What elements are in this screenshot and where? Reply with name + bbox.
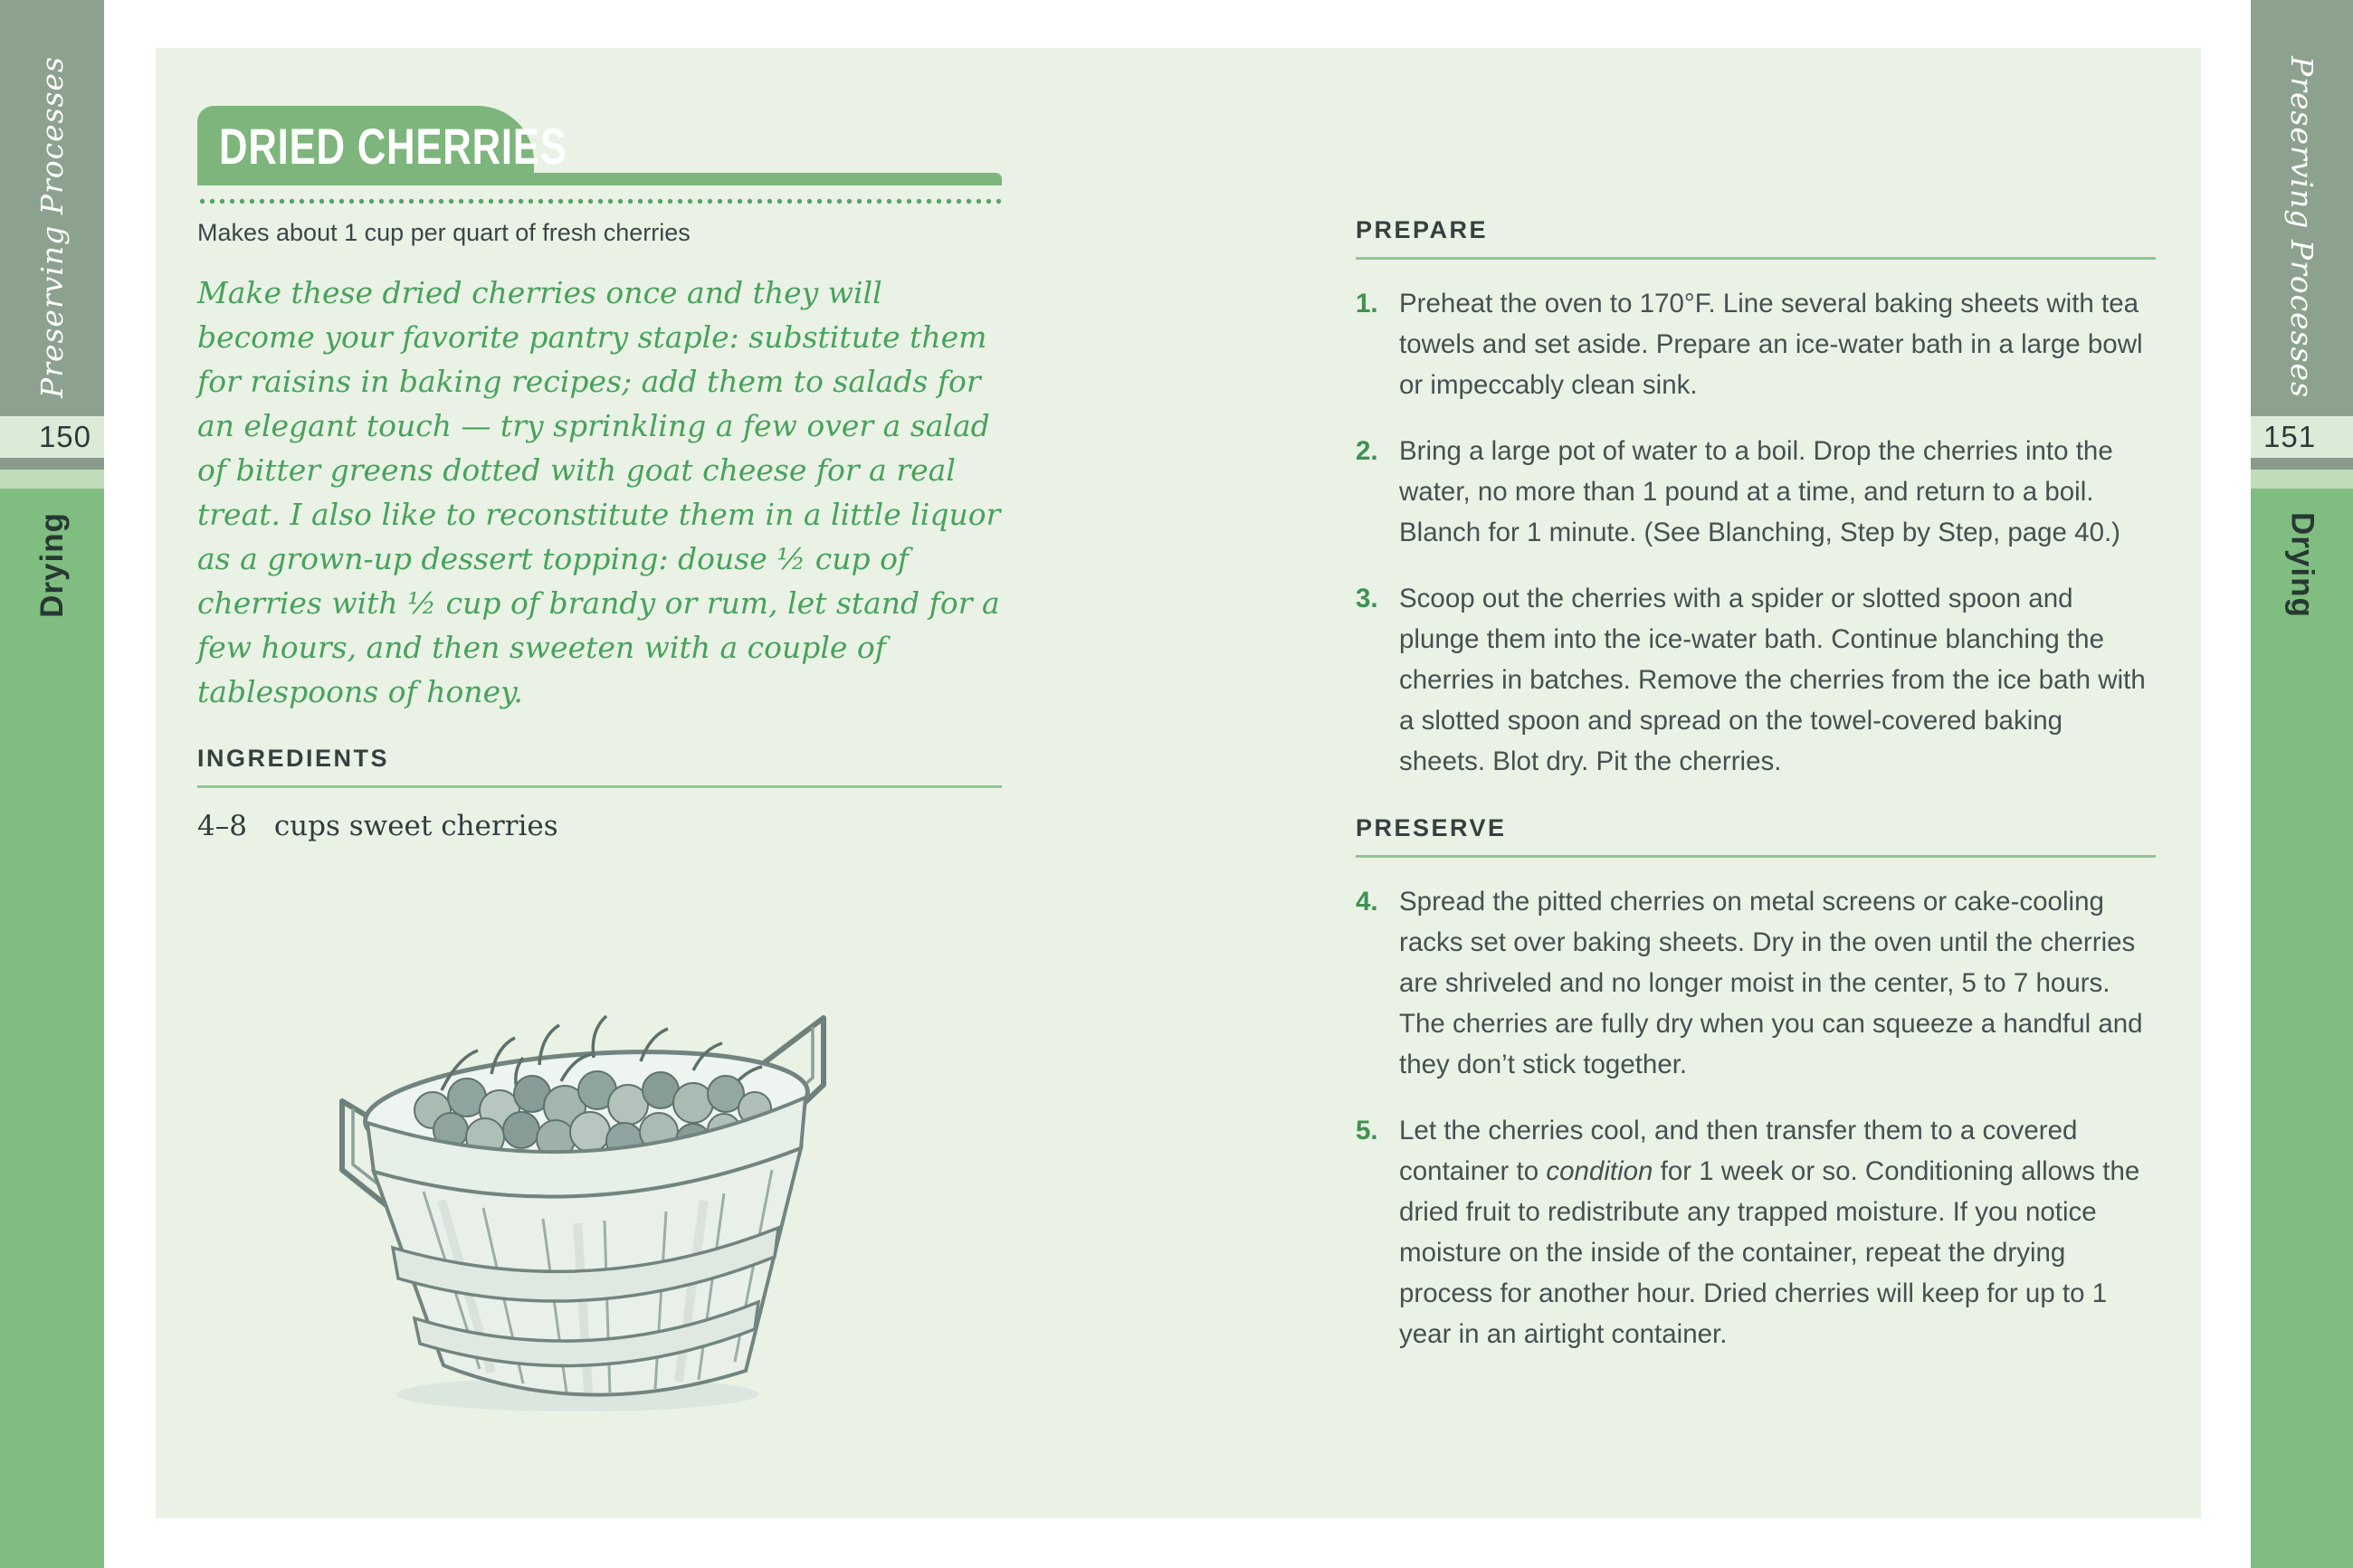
ingredient-amount: 4–8	[197, 810, 247, 842]
step-number: 4.	[1356, 887, 1378, 917]
step-number: 3.	[1356, 584, 1378, 613]
preserve-steps	[1356, 881, 2156, 1354]
prepare-heading: PREPARE	[1356, 216, 2156, 260]
left-tab-accent-band	[0, 470, 104, 489]
prepare-steps	[1356, 283, 2156, 782]
step-text: Scoop out the cherries with a spider or slotted spoon and plunge them into the ice-water bath. Continue blanching the cherries in batches. Remove the cherries from the ice bath with a slotted spoon and spread on the towel-covered baking sheets. Blot dry. Pit the cherries.	[1399, 584, 2146, 776]
recipe-title: DRIED CHERRIES	[219, 117, 567, 175]
right-chapter-label: Preserving Processes	[2284, 55, 2320, 398]
recipe-step	[1356, 283, 2156, 405]
ingredient-item	[197, 810, 1002, 842]
left-page-column	[197, 48, 1002, 1431]
left-chapter-tab	[0, 0, 104, 416]
recipe-title-banner	[197, 106, 1002, 185]
right-section-label: Drying	[2284, 512, 2320, 618]
left-section-tab	[0, 489, 104, 1568]
page-spread	[156, 48, 2201, 1518]
left-chapter-label: Preserving Processes	[34, 55, 70, 398]
left-tab-divider	[0, 458, 104, 470]
banner-title-block	[197, 106, 567, 185]
recipe-step	[1356, 1110, 2156, 1354]
left-page-number-strip	[0, 416, 104, 458]
ingredient-name: cups sweet cherries	[273, 810, 558, 842]
right-page-number: 151	[2263, 420, 2317, 453]
ingredients-heading: INGREDIENTS	[197, 745, 1002, 788]
recipe-step	[1356, 881, 2156, 1085]
right-chapter-tab	[2251, 0, 2353, 416]
step-text: Preheat the oven to 170°F. Line several baking sheets with tea towels and set aside. Prepare an ice-water bath in a large bowl or impeccably clean sink.	[1399, 289, 2143, 400]
step-number: 2.	[1356, 436, 1378, 466]
right-tab-accent-band	[2251, 470, 2353, 489]
dotted-divider	[197, 198, 1002, 204]
left-page-number: 150	[38, 420, 91, 453]
right-section-tab	[2251, 489, 2353, 1568]
left-sidebar	[0, 0, 104, 1568]
right-page-column	[1356, 48, 2156, 1380]
cherry-basket-illustration	[306, 929, 867, 1427]
step-text: Bring a large pot of water to a boil. Drop the cherries into the water, no more than 1 pound at a time, and return to a boil. Blanch for 1 minute. (See Blanching, Step by Step, page 40.)	[1399, 436, 2120, 547]
step-text: Let the cherries cool, and then transfer them to a covered container to condition for 1 week or so. Conditioning allows the dried fruit to redistribute any trapped moisture. If you notice moisture on the inside of the container, repeat the drying process for another hour. Dried cherries will keep for up to 1 year in an airtight container.	[1399, 1116, 2140, 1349]
left-section-label: Drying	[33, 512, 70, 618]
recipe-step	[1356, 431, 2156, 553]
step-number: 5.	[1356, 1116, 1378, 1145]
preserve-heading: PRESERVE	[1356, 814, 2156, 858]
right-sidebar	[2251, 0, 2353, 1568]
step-text: Spread the pitted cherries on metal screens or cake-cooling racks set over baking sheets. Dry in the oven until the cherries are shriveled and no longer moist in the center, 5 to 7 hours. The cherries are fully dry when you can squeeze a handful and they don’t stick together.	[1399, 887, 2143, 1079]
step-number: 1.	[1356, 289, 1378, 318]
recipe-yield: Makes about 1 cup per quart of fresh cherries	[197, 219, 691, 246]
recipe-intro: Make these dried cherries once and they will become your favorite pantry staple: substitute them for raisins in baking recipes; add them to salads for an elegant touch — try sprinkling a few over a salad of bitter greens dotted with goat cheese for a real treat. I also like to reconstitute them in a little liquor as a grown-up dessert topping: douse ½ cup of cherries with ½ cup of brandy or rum, let stand for a few hours, and then sweeten with a couple of tablespoons of honey.	[197, 275, 1001, 709]
recipe-step	[1356, 578, 2156, 782]
right-page-number-strip	[2251, 416, 2353, 458]
right-tab-divider	[2251, 458, 2353, 470]
